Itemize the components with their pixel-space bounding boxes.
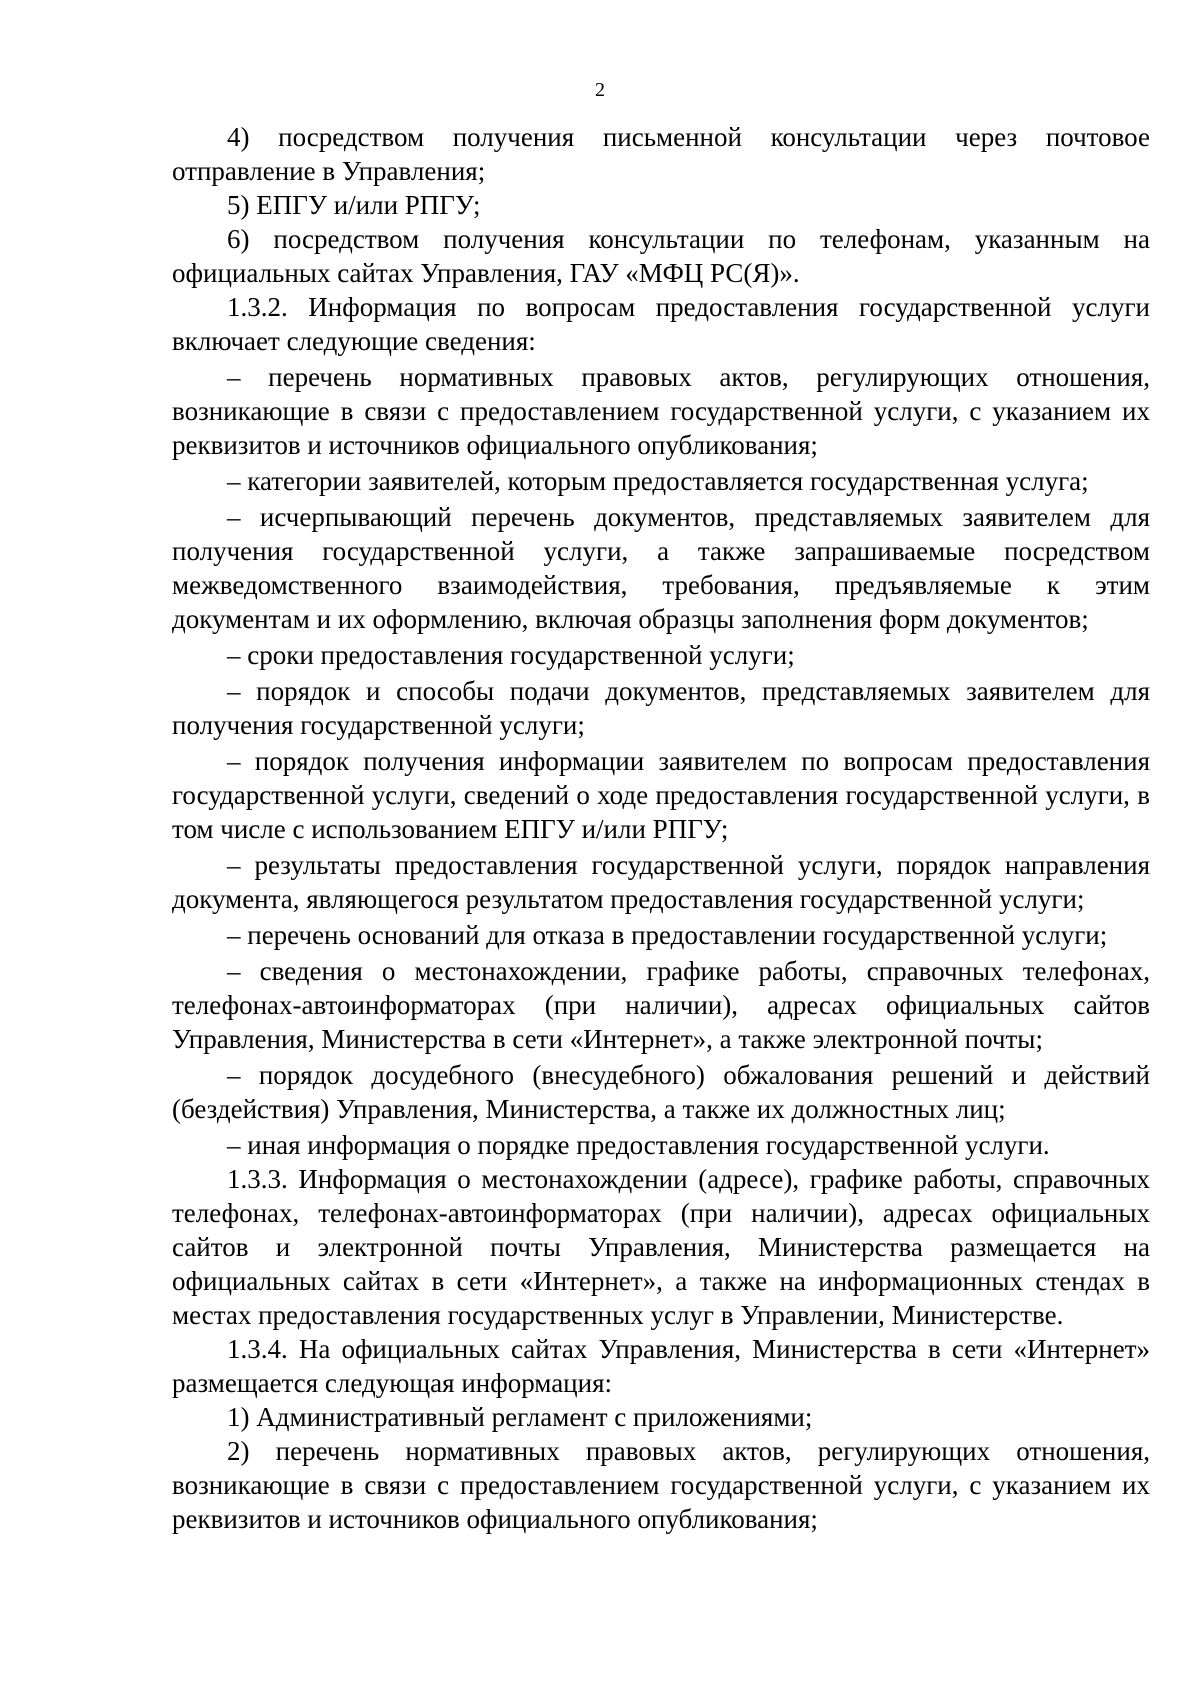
bullet-applicant-categories: – категории заявителей, которым предоставляется государственная услуга; xyxy=(227,466,1089,496)
paragraph-item-6: 6) посредством получения консультации по телефонам, указанным на официальных сайтах Управления, ГАУ «МФЦ РС(Я)». xyxy=(172,224,1150,288)
paragraph-1-3-4: 1.3.4. На официальных сайтах Управления, Министерства в сети «Интернет» размещается следующая информация: xyxy=(172,1334,1150,1398)
bullet-service-terms: – сроки предоставления государственной услуги; xyxy=(227,640,795,670)
bullet-refusal-grounds: – перечень оснований для отказа в предоставлении государственной услуги; xyxy=(227,920,1108,950)
bullet-submission-procedure: – порядок и способы подачи документов, представляемых заявителем для получения государственной услуги; xyxy=(172,676,1150,740)
bullet-normative-acts: – перечень нормативных правовых актов, регулирующих отношения, возникающие в связи с предоставлением государственной услуги, с указанием их реквизитов и источников официального опубликования; xyxy=(172,362,1150,460)
paragraph-list-item-2: 2) перечень нормативных правовых актов, регулирующих отношения, возникающие в связи с предоставлением государственной услуги, с указанием их реквизитов и источников официального опубликования; xyxy=(172,1436,1150,1534)
bullet-appeal-procedure: – порядок досудебного (внесудебного) обжалования решений и действий (бездействия) Управления, Министерства, а также их должностных лиц; xyxy=(172,1060,1150,1124)
bullet-service-results: – результаты предоставления государственной услуги, порядок направления документа, являющегося результатом предоставления государственной услуги; xyxy=(172,850,1150,914)
page-number: 2 xyxy=(595,79,605,101)
paragraph-1-3-3: 1.3.3. Информация о местонахождении (адресе), графике работы, справочных телефонах, телефонах-автоинформаторах (при наличии), адресах официальных сайтов и электронной почты Управления, Министерства размещается на официальных сайтах в сети «Интернет», а также на информационных стендах в местах предоставления государственных услуг в Управлении, Министерстве. xyxy=(172,1164,1150,1330)
paragraph-1-3-2: 1.3.2. Информация по вопросам предоставления государственной услуги включает следующие сведения: xyxy=(172,292,1150,356)
paragraph-list-item-1: 1) Административный регламент с приложениями; xyxy=(227,1402,813,1432)
paragraph-item-4: 4) посредством получения письменной консультации через почтовое отправление в Управления; xyxy=(172,122,1150,186)
bullet-contact-information: – сведения о местонахождении, графике работы, справочных телефонах, телефонах-автоинформаторах (при наличии), адресах официальных сайтов Управления, Министерства в сети «Интернет», а также электронной почты; xyxy=(172,956,1150,1054)
bullet-information-procedure: – порядок получения информации заявителем по вопросам предоставления государственной услуги, сведений о ходе предоставления государственной услуги, в том числе с использованием ЕПГУ и/или РПГУ; xyxy=(172,746,1150,844)
bullet-documents-list: – исчерпывающий перечень документов, представляемых заявителем для получения государственной услуги, а также запрашиваемые посредством межведомственного взаимодействия, требования, предъявляемые к этим документам и их оформлению, включая образцы заполнения форм документов; xyxy=(172,502,1150,634)
bullet-other-information: – иная информация о порядке предоставления государственной услуги. xyxy=(227,1130,1050,1160)
document-body xyxy=(172,120,1150,1536)
paragraph-item-5: 5) ЕПГУ и/или РПГУ; xyxy=(227,190,481,220)
